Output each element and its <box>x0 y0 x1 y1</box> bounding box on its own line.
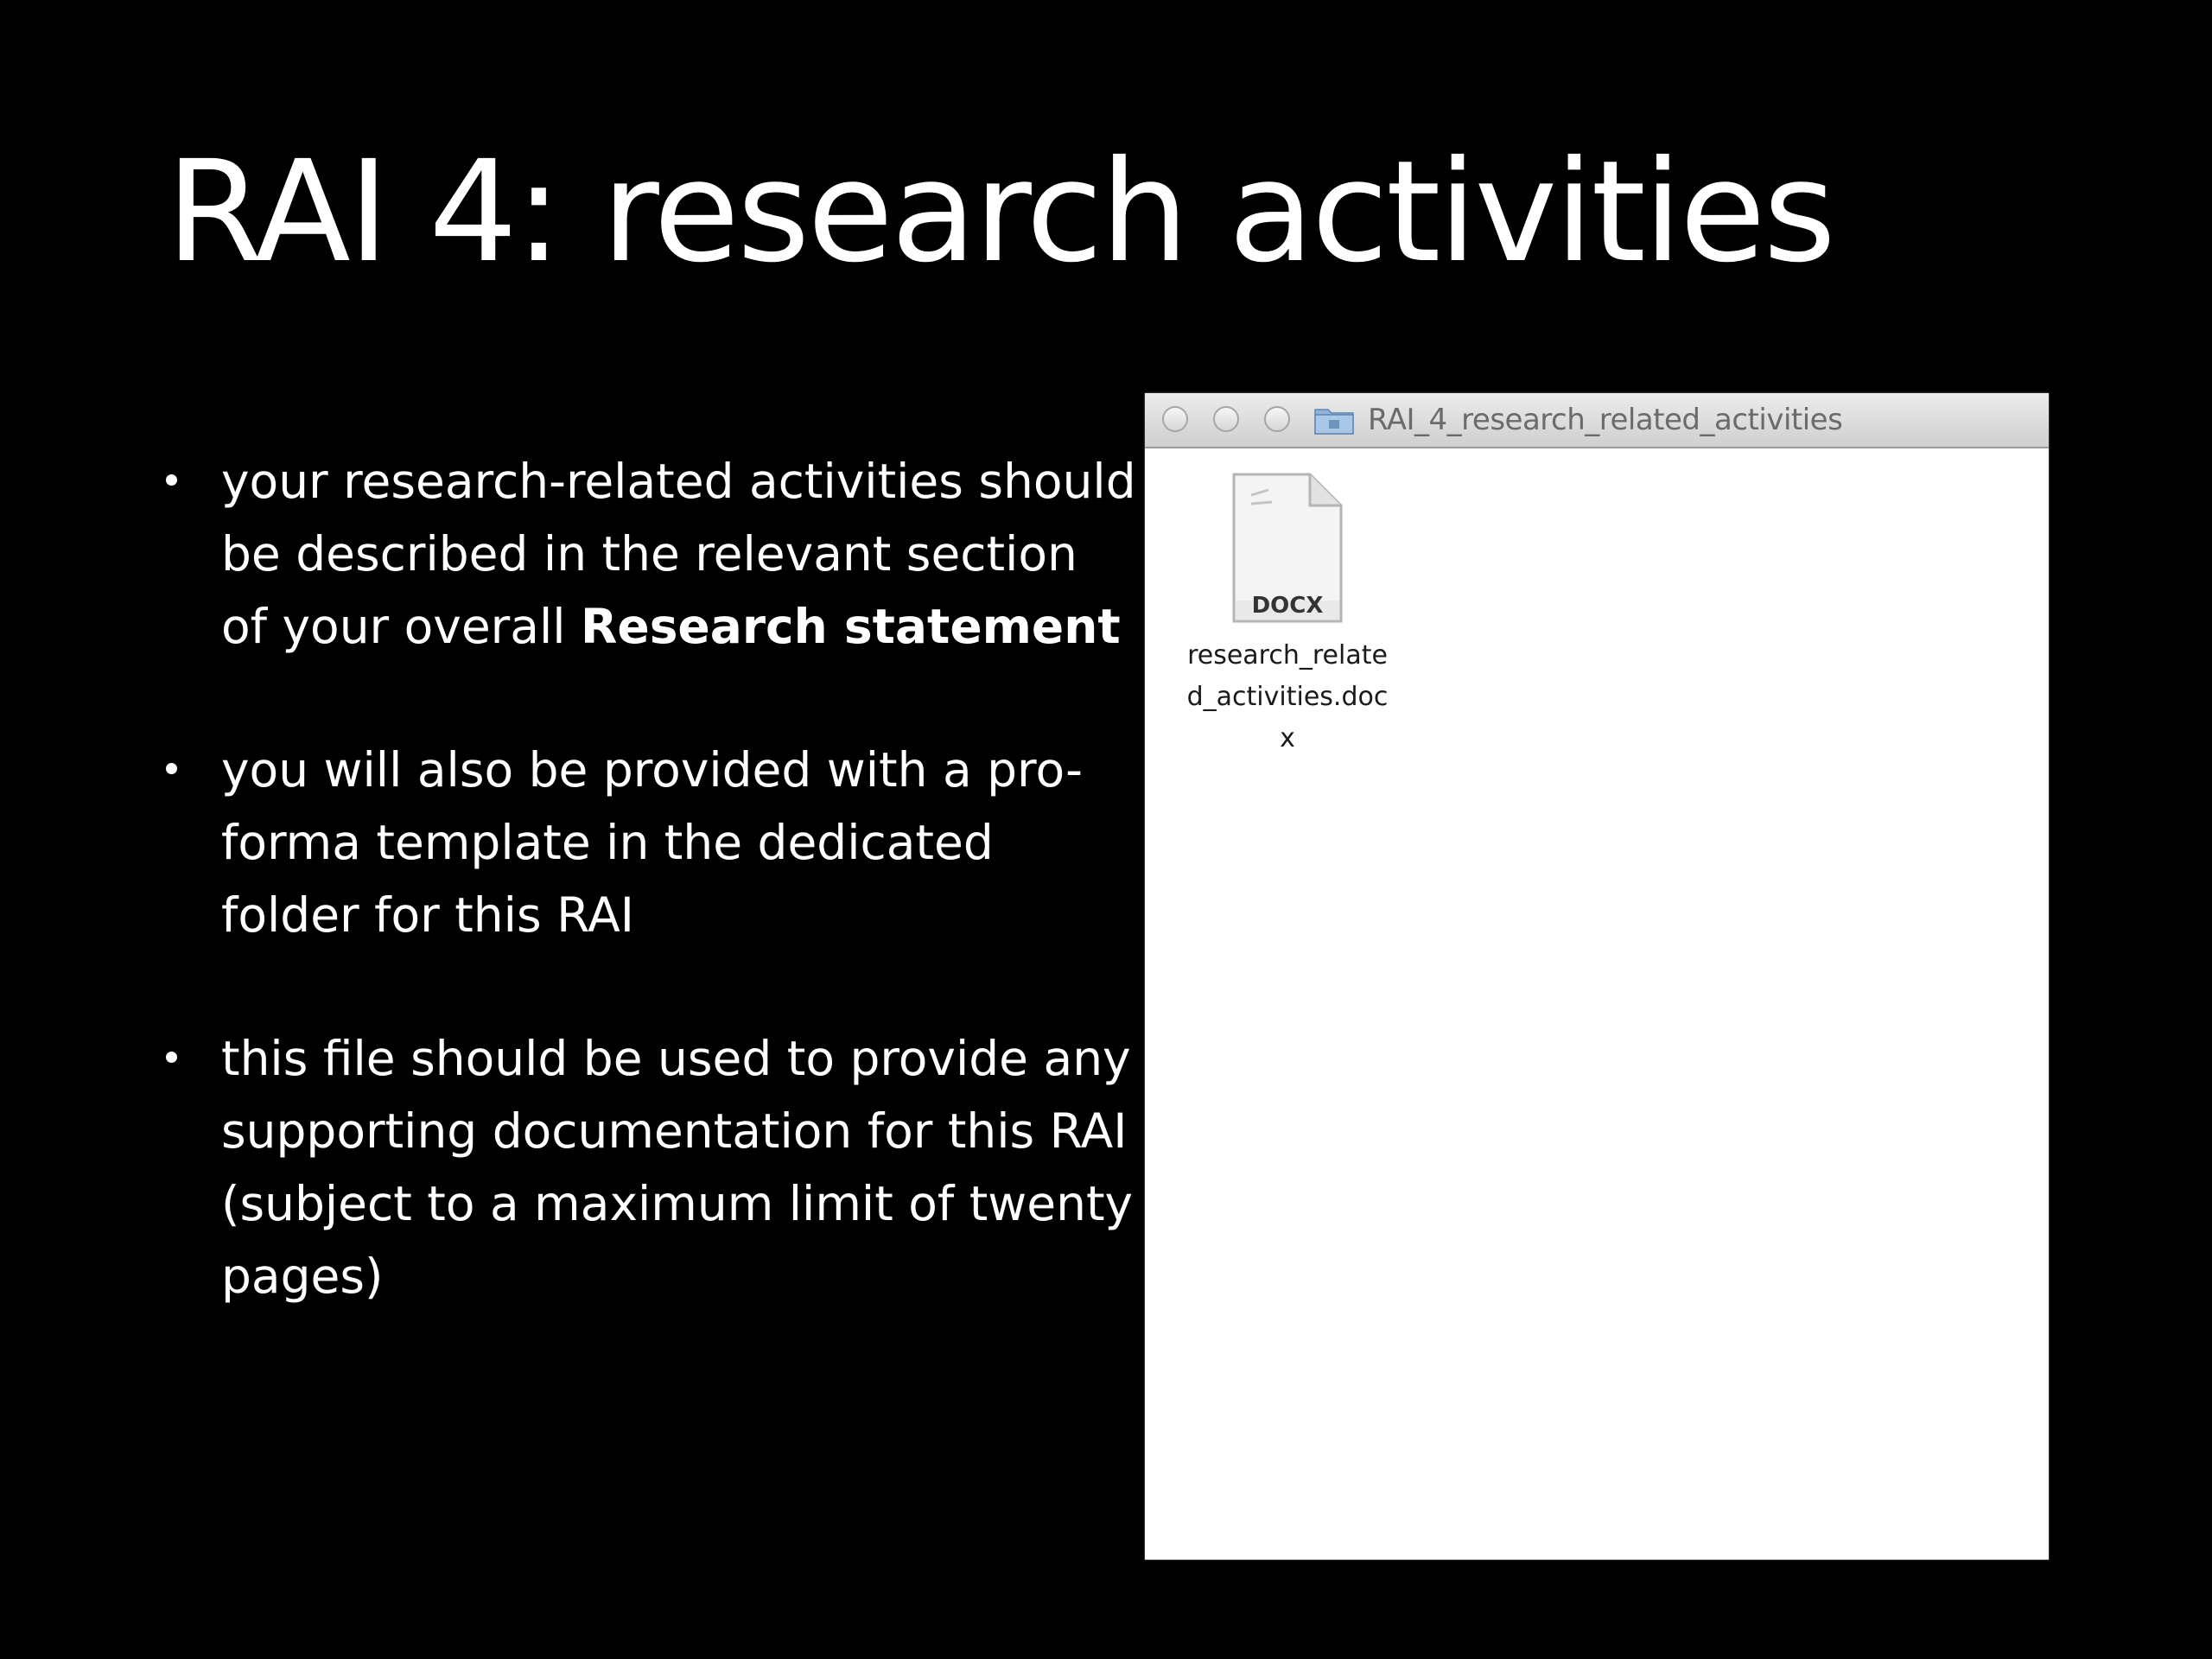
bullet-dot-icon <box>166 1052 177 1063</box>
window-titlebar[interactable] <box>1145 393 2049 448</box>
minimize-window-button[interactable] <box>1213 406 1239 432</box>
document-icon[interactable] <box>1227 471 1348 626</box>
bullet-bold-text: Research statement <box>581 599 1121 654</box>
bullet-text: this file should be used to provide any supporting documentation for this RAI (subject to a maximum limit of twenty pages) <box>221 1031 1134 1304</box>
slide-title: RAI 4: research activities <box>166 131 1834 294</box>
bullet-dot-icon <box>166 474 177 486</box>
bullet-item <box>157 1022 1134 1313</box>
bullet-list <box>157 445 1136 1383</box>
bullet-dot-icon <box>166 763 177 774</box>
window-title: RAI_4_research_related_activities <box>1368 403 1843 437</box>
bullet-text <box>221 445 1137 663</box>
finder-window <box>1145 393 2049 1560</box>
file-item[interactable] <box>1179 471 1395 760</box>
file-name: research_related_activities.docx <box>1186 640 1389 753</box>
zoom-window-button[interactable] <box>1264 406 1290 432</box>
bullet-item <box>157 734 1129 951</box>
bullet-plain-text: your research-related activities should be described in the relevant section of your overall <box>221 454 1136 654</box>
bullet-text: you will also be provided with a pro-forma template in the dedicated folder for this RAI <box>221 742 1083 943</box>
close-window-button[interactable] <box>1162 406 1188 432</box>
doc-icon-label: DOCX <box>1251 593 1324 619</box>
bullet-item <box>157 445 1136 663</box>
folder-icon <box>1314 405 1354 435</box>
